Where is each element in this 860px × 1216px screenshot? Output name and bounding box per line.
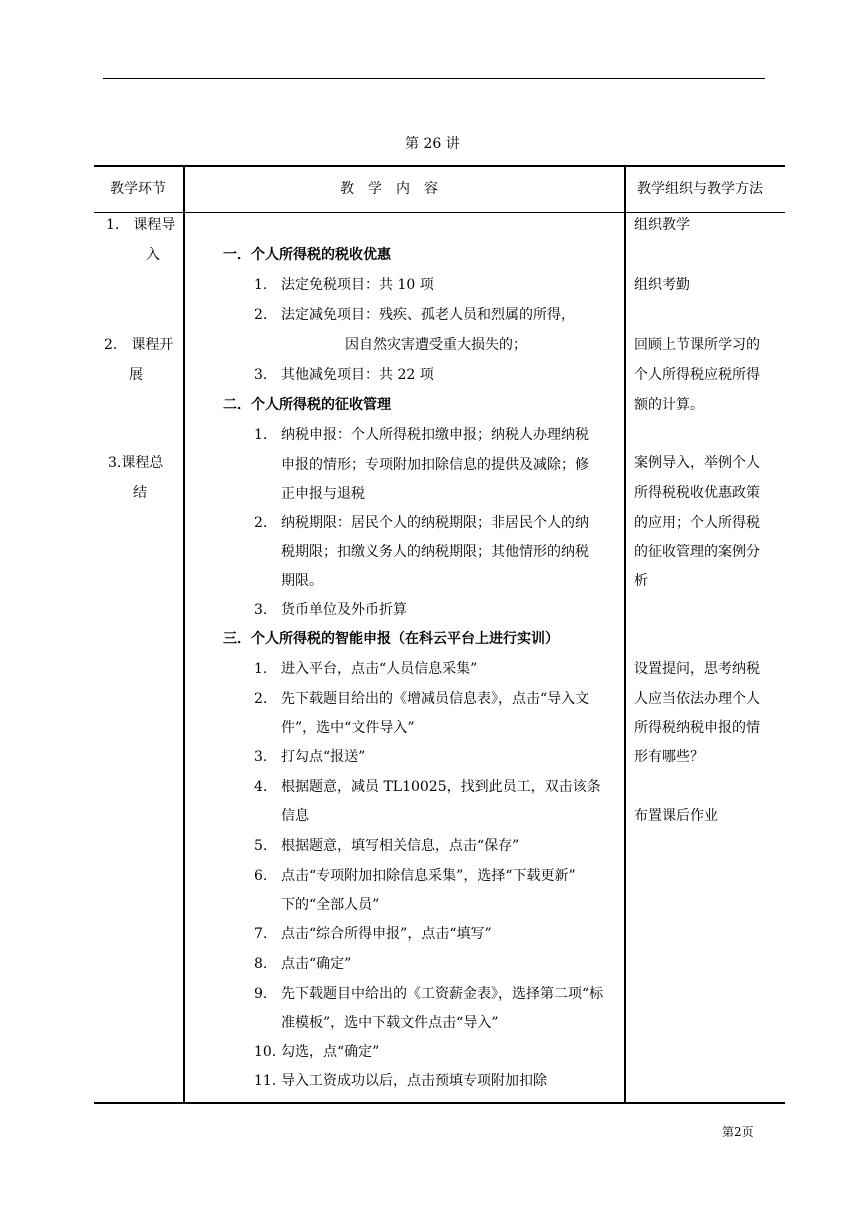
item-1-3-number: 3.: [254, 367, 268, 383]
item-3-5-number: 5.: [254, 838, 268, 854]
item-3-9-number: 9.: [254, 986, 268, 1002]
item-2-3-number: 3.: [254, 602, 268, 618]
method-question-line3: 所得税纳税申报的情: [634, 720, 760, 736]
table-top-border: [94, 165, 785, 167]
item-3-2-line1: 先下载题目给出的《增减员信息表》，点击“导入文: [281, 691, 590, 707]
item-3-10-text: 勾选，点“确定”: [281, 1044, 380, 1060]
item-3-6-line1: 点击“专项附加扣除信息采集”，选择“下载更新”: [281, 868, 576, 884]
method-review-line1: 回顾上节课所学习的: [634, 337, 760, 353]
method-case-line5: 析: [634, 573, 648, 589]
header-teaching-method: 教学组织与教学方法: [637, 181, 763, 197]
lecture-title: 第 26 讲: [405, 136, 460, 152]
stage-intro-line1: 1. 课程导: [106, 217, 176, 233]
item-3-9-line2: 准模板”，选中下载文件点击“导入”: [281, 1015, 499, 1031]
item-2-2-line3: 期限。: [281, 573, 323, 589]
header-teaching-content: 教 学 内 容: [340, 181, 438, 197]
method-review-line2: 个人所得税应税所得: [634, 367, 760, 383]
item-2-2-line1: 纳税期限：居民个人的纳税期限；非居民个人的纳: [281, 515, 589, 531]
section-2-heading: 二．个人所得税的征收管理: [223, 397, 391, 413]
item-3-6-line2: 下的“全部人员”: [281, 897, 380, 913]
item-2-2-line2: 税期限；扣缴义务人的纳税期限；其他情形的纳税: [281, 544, 589, 560]
header-teaching-stage: 教学环节: [110, 181, 166, 197]
method-homework: 布置课后作业: [634, 808, 718, 824]
item-3-7-text: 点击“综合所得申报”，点击“填写”: [281, 926, 492, 942]
section-1-heading: 一．个人所得税的税收优惠: [223, 247, 391, 263]
header-rule: [103, 78, 765, 79]
item-2-1-line1: 纳税申报：个人所得税扣缴申报；纳税人办理纳税: [281, 427, 589, 443]
stage-summary-line2: 结: [133, 485, 147, 501]
item-3-8-text: 点击“确定”: [281, 956, 352, 972]
item-3-11-text: 导入工资成功以后，点击预填专项附加扣除: [281, 1073, 547, 1089]
item-3-1-text: 进入平台，点击“人员信息采集”: [281, 661, 478, 677]
item-3-7-number: 7.: [254, 926, 268, 942]
item-1-2-continuation: 因自然灾害遭受重大损失的；: [345, 337, 527, 353]
stage-develop-line1: 2. 课程开: [104, 337, 174, 353]
item-1-2-number: 2.: [254, 307, 268, 323]
stage-develop-line2: 展: [129, 367, 143, 383]
method-case-line4: 的征收管理的案例分: [634, 544, 760, 560]
stage-intro-line2: 入: [146, 247, 160, 263]
item-3-4-line2: 信息: [281, 808, 309, 824]
item-2-1-number: 1.: [254, 427, 268, 443]
column-divider-2: [624, 165, 626, 1104]
item-1-3-text: 其他减免项目：共 22 项: [281, 367, 434, 383]
item-3-5-text: 根据题意，填写相关信息，点击“保存”: [281, 838, 520, 854]
item-3-2-line2: 件”，选中“文件导入”: [281, 720, 415, 736]
item-3-8-number: 8.: [254, 956, 268, 972]
item-3-6-number: 6.: [254, 868, 268, 884]
item-3-9-line1: 先下载题目中给出的《工资薪金表》，选择第二项“标: [281, 986, 604, 1002]
method-organize-teaching: 组织教学: [634, 217, 690, 233]
method-case-line2: 所得税税收优惠政策: [634, 485, 760, 501]
stage-summary-line1: 3.课程总: [108, 455, 164, 471]
item-3-4-line1: 根据题意，减员 TL10025，找到此员工，双击该条: [281, 779, 601, 795]
method-attendance: 组织考勤: [634, 277, 690, 293]
method-case-line3: 的应用；个人所得税: [634, 515, 760, 531]
table-bottom-border: [94, 1102, 785, 1104]
item-2-3-text: 货币单位及外币折算: [281, 602, 407, 618]
item-3-11-number: 11.: [254, 1073, 277, 1089]
method-question-line1: 设置提问，思考纳税: [634, 661, 760, 677]
item-3-3-number: 3.: [254, 749, 268, 765]
item-1-1-number: 1.: [254, 277, 268, 293]
header-bottom-border: [94, 212, 785, 213]
item-3-10-number: 10.: [254, 1044, 277, 1060]
item-2-2-number: 2.: [254, 515, 268, 531]
method-question-line4: 形有哪些？: [634, 749, 704, 765]
section-3-heading: 三．个人所得税的智能申报（在科云平台上进行实训）: [223, 631, 559, 647]
item-3-2-number: 2.: [254, 691, 268, 707]
method-case-line1: 案例导入，举例个人: [634, 455, 760, 471]
item-3-1-number: 1.: [254, 661, 268, 677]
method-question-line2: 人应当依法办理个人: [634, 691, 760, 707]
item-1-1-text: 法定免税项目：共 10 项: [281, 277, 434, 293]
item-2-1-line3: 正申报与退税: [281, 486, 365, 502]
item-3-3-text: 打勾点“报送”: [281, 749, 366, 765]
method-review-line3: 额的计算。: [634, 397, 704, 413]
column-divider-1: [183, 165, 185, 1104]
page-number: 第2页: [722, 1125, 754, 1139]
item-1-2-text: 法定减免项目：残疾、孤老人员和烈属的所得，: [281, 307, 575, 323]
item-2-1-line2: 申报的情形；专项附加扣除信息的提供及减除；修: [281, 457, 589, 473]
item-3-4-number: 4.: [254, 779, 268, 795]
